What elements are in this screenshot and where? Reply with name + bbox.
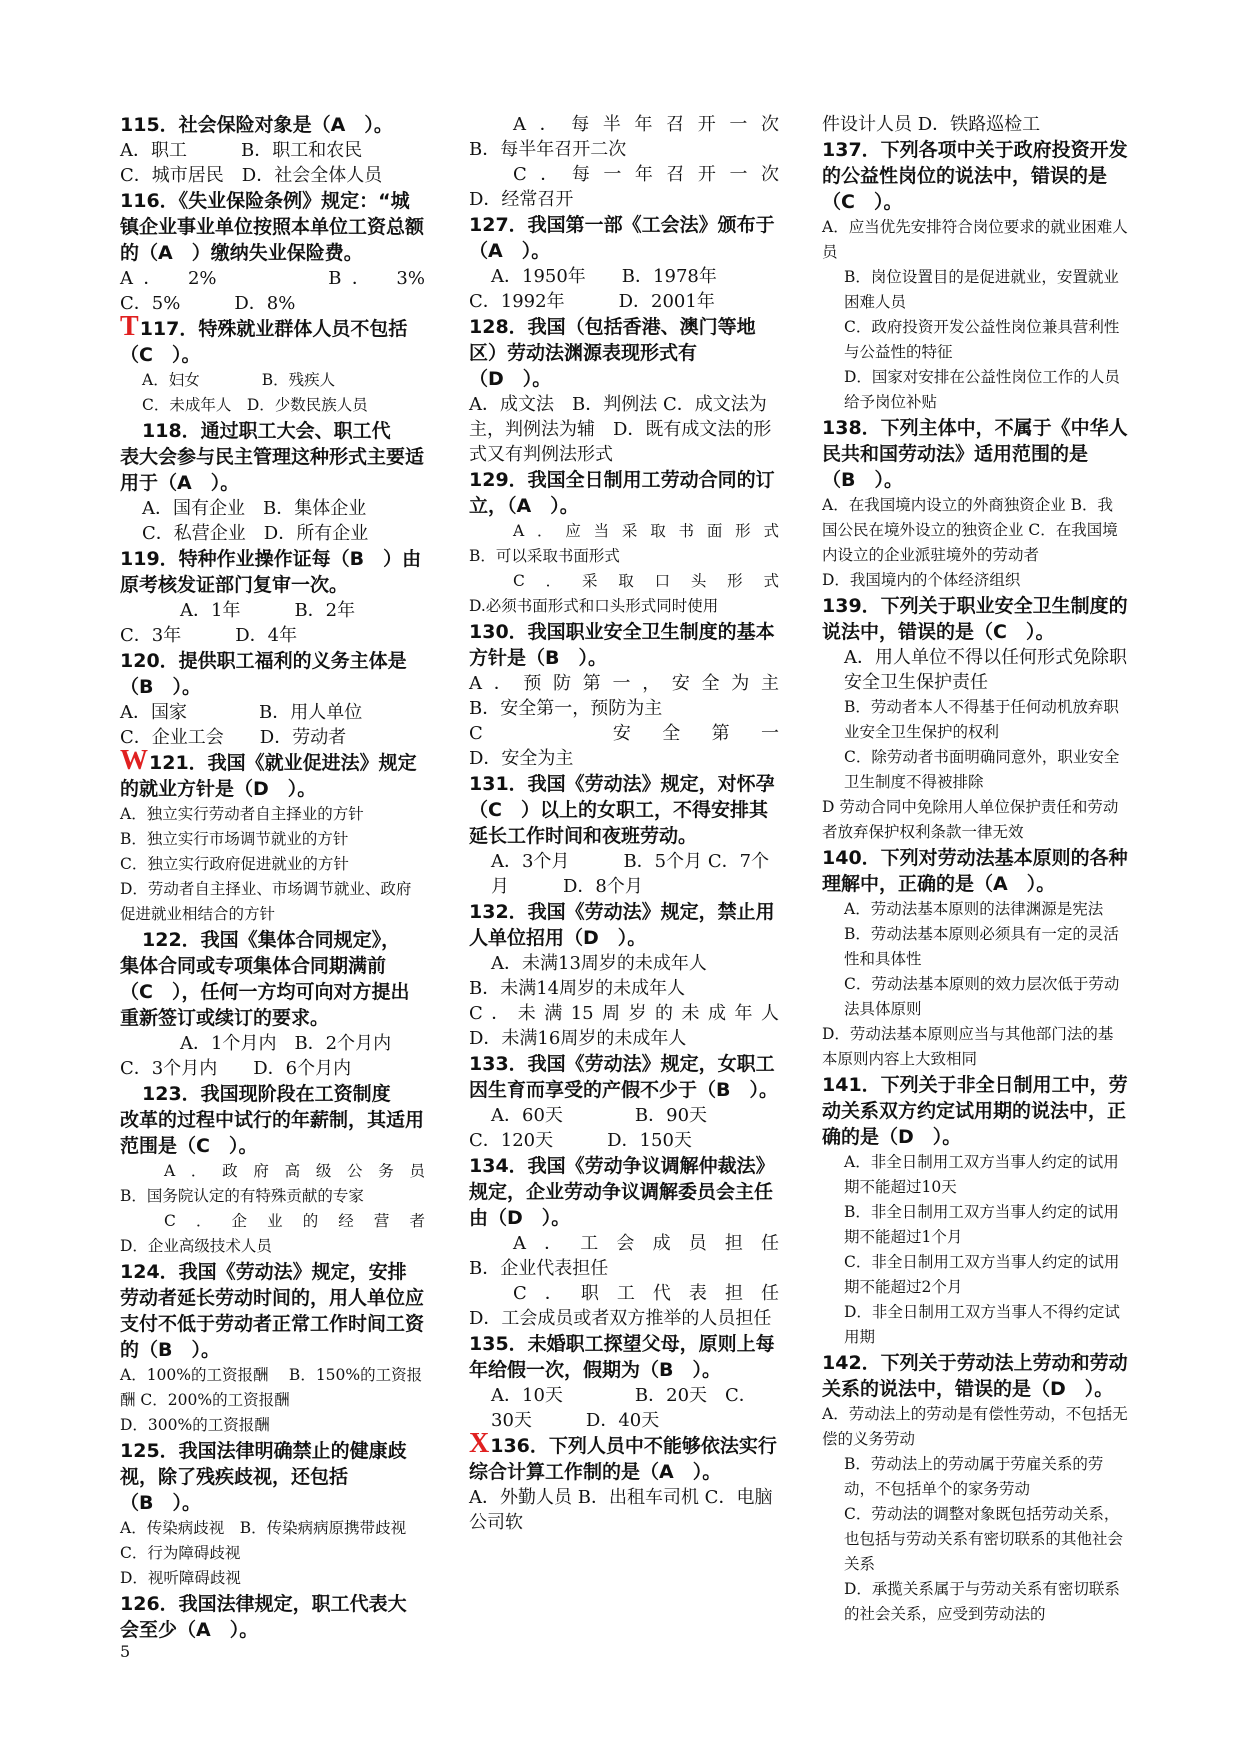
line-text: B．劳动法上的劳动属于劳雇关系的劳动，不包括单个的家务劳动: [844, 1455, 1104, 1498]
option-text-small: [822, 215, 1128, 265]
question-text: [469, 1428, 779, 1485]
option-text-small: [822, 897, 1128, 922]
option-text-small: [120, 877, 425, 927]
line-text: C．劳动法基本原则的效力层次低于劳动法具体原则: [844, 975, 1120, 1018]
option-text-small: [120, 1184, 425, 1209]
question-text: [469, 619, 779, 671]
option-text: [120, 266, 425, 291]
line-text: D．劳动者自主择业、市场调节就业、政府促进就业相结合的方针: [120, 880, 412, 923]
line-text: 127．我国第一部《工会法》颁布于（A ）。: [469, 214, 775, 262]
line-text: D．我国境内的个体经济组织: [822, 571, 1021, 589]
option-text-small: [469, 594, 779, 619]
line-text: 126．我国法律规定，职工代表大会至少（A ）。: [120, 1593, 407, 1641]
line-text: C．未满15周岁的未成年人: [469, 1003, 779, 1024]
question-text: [120, 927, 425, 953]
option-text-small: [822, 365, 1128, 415]
option-text: [120, 496, 425, 521]
line-text: A． 2% B． 3%: [120, 268, 425, 289]
line-text: A．传染病歧视 B．传染病病原携带歧视 C．行为障碍歧视: [120, 1519, 407, 1562]
option-text-small: [120, 1566, 425, 1591]
line-text: C．企业工会 D．劳动者: [120, 727, 347, 748]
line-text: 131．我国《劳动法》规定，对怀孕（C ）以上的女职工，不得安排其延长工作时间和夜班劳动。: [469, 773, 775, 847]
option-text-small: [822, 1250, 1128, 1300]
line-text: 136．下列人员中不能够依法实行综合计算工作制的是（A ）。: [469, 1435, 777, 1483]
option-text-small: [822, 695, 1128, 745]
option-text: [469, 1026, 779, 1051]
option-text: [469, 1281, 779, 1306]
option-text-small: [120, 368, 425, 393]
line-text: 118．通过职工大会、职工代: [142, 420, 391, 442]
option-text-small: [822, 1402, 1128, 1452]
option-text: [120, 725, 425, 750]
question-text: [822, 1072, 1128, 1150]
option-text-small: [120, 1159, 425, 1184]
line-text: 件设计人员 D．铁路巡检工: [822, 114, 1041, 135]
line-text: C．职工代表担任: [513, 1283, 779, 1304]
option-text: [469, 976, 779, 1001]
question-text: [822, 593, 1128, 645]
option-text-small: [120, 827, 425, 852]
line-text: 135．未婚职工探望父母，原则上每年给假一次，假期为（B ）。: [469, 1333, 775, 1381]
option-text-small: [120, 1209, 425, 1234]
question-text: [120, 953, 425, 1031]
line-text: D．工会成员或者双方推举的人员担任: [469, 1308, 772, 1329]
option-text: [469, 1383, 779, 1433]
line-text: 142．下列关于劳动法上劳动和劳动关系的说法中，错误的是（D ）。: [822, 1352, 1128, 1400]
line-text: C．3年 D．4年: [120, 625, 298, 646]
line-text: C．5% D．8%: [120, 293, 296, 314]
option-text: [469, 137, 779, 162]
line-text: A．10天 B．20天 C．30天 D．40天: [491, 1385, 757, 1431]
line-text: 改革的过程中试行的年薪制，其适用范围是（C ）。: [120, 1109, 425, 1157]
question-text: [822, 137, 1128, 215]
line-text: 133．我国《劳动法》规定，女职工因生育而享受的产假不少于（B ）。: [469, 1053, 778, 1101]
line-text: A．1个月内 B．2个月内: [180, 1033, 392, 1054]
line-text: 117．特殊就业群体人员不包括（C ）。: [120, 318, 408, 366]
line-text: C．120天 D．150天: [469, 1130, 692, 1151]
line-text: A．妇女 B．残疾人: [142, 371, 336, 389]
line-text: B．可以采取书面形式: [469, 547, 620, 565]
option-text: [469, 721, 779, 746]
question-text: [120, 1438, 425, 1516]
option-text: [120, 1056, 425, 1081]
option-text-small: [822, 795, 1128, 845]
question-text: [120, 1591, 425, 1643]
line-text: 137．下列各项中关于政府投资开发的公益性岗位的说法中，错误的是（C ）。: [822, 139, 1128, 213]
option-text: [120, 700, 425, 725]
line-text: D．劳动法基本原则应当与其他部门法的基本原则内容上大致相同: [822, 1025, 1114, 1068]
option-text: [469, 1256, 779, 1281]
line-text: 119．特种作业操作证每（B ）由原考核发证部门复审一次。: [120, 548, 422, 596]
question-text: [822, 1350, 1128, 1402]
option-text-small: [822, 1022, 1128, 1072]
line-text: A．1年 B．2年: [180, 600, 356, 621]
option-text: [120, 521, 425, 546]
option-text-small: [469, 569, 779, 594]
option-text: [469, 1231, 779, 1256]
line-text: A．独立实行劳动者自主择业的方针: [120, 805, 364, 823]
option-text-small: [120, 852, 425, 877]
question-text: [120, 311, 425, 368]
option-text: [469, 162, 779, 187]
option-text: [120, 291, 425, 316]
option-text: [469, 1103, 779, 1128]
line-text: 140．下列对劳动法基本原则的各种理解中，正确的是（A ）。: [822, 847, 1128, 895]
line-text: B．未满14周岁的未成年人: [469, 978, 686, 999]
option-text: [469, 849, 779, 899]
line-text: A．劳动法上的劳动是有偿性劳动，不包括无偿的义务劳动: [822, 1405, 1128, 1448]
line-text: D．企业高级技术人员: [120, 1237, 272, 1255]
option-text: [120, 1031, 425, 1056]
option-text-small: [120, 1234, 425, 1259]
line-text: C．1992年 D．2001年: [469, 291, 715, 312]
line-text: B．安全第一，预防为主: [469, 698, 663, 719]
line-text: D．视听障碍歧视: [120, 1569, 241, 1587]
line-text: A．应当优先安排符合岗位要求的就业困难人员: [822, 218, 1128, 261]
line-text: 132．我国《劳动法》规定，禁止用人单位招用（D ）。: [469, 901, 775, 949]
line-text: 129．我国全日制用工劳动合同的订立，（A ）。: [469, 469, 775, 517]
option-text: [469, 1001, 779, 1026]
line-text: A．未满13周岁的未成年人: [491, 953, 707, 974]
question-text: [469, 467, 779, 519]
option-text: [120, 598, 425, 623]
line-text: A．国有企业 B．集体企业: [142, 498, 367, 519]
option-text: [469, 696, 779, 721]
question-text: [469, 314, 779, 392]
question-text: [120, 1107, 425, 1159]
red-letter-marker: X: [469, 1428, 490, 1459]
line-text: B．国务院认定的有特殊贡献的专家: [120, 1187, 364, 1205]
line-text: C．政府投资开发公益性岗位兼具营利性与公益性的特征: [844, 318, 1120, 361]
option-text: [120, 623, 425, 648]
question-text: [120, 745, 425, 802]
column-2: [469, 112, 779, 1535]
line-text: C．采取口头形式: [513, 572, 779, 590]
line-text: B．岗位设置目的是促进就业，安置就业困难人员: [844, 268, 1119, 311]
option-text-small: [822, 1200, 1128, 1250]
option-text-small: [469, 519, 779, 544]
line-text: 表大会参与民主管理这种形式主要适用于（A ）。: [120, 446, 425, 494]
line-text: B．非全日制用工双方当事人约定的试用期不能超过1个月: [844, 1203, 1119, 1246]
line-text: 116．《失业保险条例》规定：“城镇企业事业单位按照本单位工资总额的（A ）缴纳失业保险费。: [120, 190, 425, 264]
option-text-small: [822, 972, 1128, 1022]
column-3: [822, 112, 1128, 1627]
option-text: [469, 392, 779, 467]
question-text: [120, 1259, 425, 1363]
line-text: 128．我国（包括香港、澳门等地区）劳动法渊源表现形式有（D ）。: [469, 316, 756, 390]
question-text: [469, 1153, 779, 1231]
line-text: D．非全日制用工双方当事人不得约定试用期: [844, 1303, 1120, 1346]
line-text: 115．社会保险对象是（A ）。: [120, 114, 393, 136]
line-text: C．3个月内 D．6个月内: [120, 1058, 352, 1079]
line-text: 134．我国《劳动争议调解仲裁法》规定，企业劳动争议调解委员会主任由（D ）。: [469, 1155, 775, 1229]
line-text: 121．我国《就业促进法》规定的就业方针是（D ）。: [120, 752, 417, 800]
line-text: C．私营企业 D．所有企业: [142, 523, 369, 544]
line-text: A．工会成员担任: [513, 1233, 779, 1254]
line-text: C 安全第一: [469, 723, 779, 744]
line-text: A．非全日制用工双方当事人约定的试用期不能超过10天: [844, 1153, 1119, 1196]
line-text: B．独立实行市场调节就业的方针: [120, 830, 349, 848]
option-text-small: [822, 1150, 1128, 1200]
line-text: 122．我国《集体合同规定》，: [142, 929, 401, 951]
option-text: [469, 264, 779, 289]
line-text: C．企业的经营者: [164, 1212, 425, 1230]
line-text: A．1950年 B．1978年: [491, 266, 717, 287]
option-text-small: [120, 393, 425, 418]
line-text: D．国家对安排在公益性岗位工作的人员给予岗位补贴: [844, 368, 1120, 411]
column-1: [120, 112, 425, 1643]
line-text: 124．我国《劳动法》规定，安排劳动者延长劳动时间的，用人单位应支付不低于劳动者正常工作时间工资的（B ）。: [120, 1261, 425, 1361]
option-text-small: [120, 1516, 425, 1566]
line-text: A．60天 B．90天: [491, 1105, 708, 1126]
line-text: A．政府高级公务员: [164, 1162, 425, 1180]
question-text: [469, 899, 779, 951]
option-text: [469, 1128, 779, 1153]
line-text: A．国家 B．用人单位: [120, 702, 363, 723]
line-text: C．除劳动者书面明确同意外，职业安全卫生制度不得被排除: [844, 748, 1120, 791]
line-text: D．安全为主: [469, 748, 574, 769]
option-text-small: [822, 1452, 1128, 1502]
line-text: D．300%的工资报酬: [120, 1416, 270, 1434]
option-text-small: [120, 1413, 425, 1438]
question-text: [120, 648, 425, 700]
option-text-small: [822, 265, 1128, 315]
option-text-small: [822, 315, 1128, 365]
line-text: A．100%的工资报酬 B．150%的工资报酬 C．200%的工资报酬: [120, 1366, 423, 1409]
line-text: D.必须书面形式和口头形式同时使用: [469, 597, 719, 615]
question-text: [120, 546, 425, 598]
question-text: [822, 415, 1128, 493]
line-text: A．预防第一，安全为主: [469, 673, 779, 694]
question-text: [469, 771, 779, 849]
line-text: A．应当采取书面形式: [513, 522, 779, 540]
red-letter-marker: T: [120, 311, 139, 342]
option-text: [822, 645, 1128, 695]
line-text: A．在我国境内设立的外商独资企业 B．我国公民在境外设立的独资企业 C．在我国境内设立的企业派驻境外的劳动者: [822, 496, 1118, 564]
line-text: A．劳动法基本原则的法律渊源是宪法: [844, 900, 1104, 918]
line-text: A．用人单位不得以任何形式免除职安全卫生保护责任: [844, 647, 1127, 693]
option-text-small: [822, 922, 1128, 972]
option-text: [469, 1306, 779, 1331]
line-text: D．未满16周岁的未成年人: [469, 1028, 687, 1049]
question-text: [120, 188, 425, 266]
question-text: [469, 1051, 779, 1103]
question-text: [120, 112, 425, 138]
option-text-small: [120, 802, 425, 827]
line-text: 141．下列关于非全日制用工中，劳动关系双方约定试用期的说法中，正确的是（D ）。: [822, 1074, 1128, 1148]
option-text-small: [120, 1363, 425, 1413]
option-text: [469, 671, 779, 696]
line-text: D 劳动合同中免除用人单位保护责任和劳动者放弃保护权利条款一律无效: [822, 798, 1119, 841]
line-text: C．独立实行政府促进就业的方针: [120, 855, 349, 873]
line-text: 集体合同或专项集体合同期满前（C ），任何一方均可向对方提出重新签订或续订的要求。: [120, 955, 410, 1029]
option-text: [469, 746, 779, 771]
option-text-small: [822, 1300, 1128, 1350]
line-text: D．经常召开: [469, 189, 574, 210]
option-text-small: [822, 745, 1128, 795]
line-text: B．企业代表担任: [469, 1258, 609, 1279]
option-text: [120, 138, 425, 163]
option-text-small: [822, 493, 1128, 568]
line-text: A．外勤人员 B．出租车司机 C．电脑公司软: [469, 1487, 773, 1533]
line-text: A．职工 B．职工和农民: [120, 140, 363, 161]
option-text: [120, 163, 425, 188]
question-text: [120, 1081, 425, 1107]
option-text-small: [469, 544, 779, 569]
line-text: 130．我国职业安全卫生制度的基本方针是（B ）。: [469, 621, 775, 669]
line-text: A．3个月 B．5个月 C．7个月 D．8个月: [491, 851, 770, 897]
option-text: [469, 1485, 779, 1535]
page-number: 5: [120, 1642, 131, 1661]
line-text: B．劳动法基本原则必须具有一定的灵活性和具体性: [844, 925, 1119, 968]
line-text: C．每一年召开一次: [513, 164, 779, 185]
option-text-small: [822, 1577, 1128, 1627]
option-text: [469, 187, 779, 212]
question-text: [469, 212, 779, 264]
line-text: A．每半年召开一次: [513, 114, 779, 135]
question-text: [120, 444, 425, 496]
option-text: [469, 112, 779, 137]
line-text: C．非全日制用工双方当事人约定的试用期不能超过2个月: [844, 1253, 1120, 1296]
line-text: B．劳动者本人不得基于任何动机放弃职业安全卫生保护的权利: [844, 698, 1119, 741]
line-text: A．成文法 B．判例法 C．成文法为主，判例法为辅 D．既有成文法的形式又有判例法形式: [469, 394, 772, 465]
option-text: [469, 951, 779, 976]
line-text: 139．下列关于职业安全卫生制度的说法中，错误的是（C ）。: [822, 595, 1128, 643]
line-text: C．劳动法的调整对象既包括劳动关系，也包括与劳动关系有密切联系的其他社会关系: [844, 1505, 1124, 1573]
option-text-small: [822, 568, 1128, 593]
option-text: [822, 112, 1128, 137]
line-text: 125．我国法律明确禁止的健康歧视，除了残疾歧视，还包括（B ）。: [120, 1440, 407, 1514]
line-text: 123．我国现阶段在工资制度: [142, 1083, 391, 1105]
line-text: 120．提供职工福利的义务主体是（B ）。: [120, 650, 407, 698]
line-text: C．未成年人 D．少数民族人员: [142, 396, 368, 414]
option-text: [469, 289, 779, 314]
red-letter-marker: W: [120, 745, 148, 776]
line-text: D．承揽关系属于与劳动关系有密切联系的社会关系，应受到劳动法的: [844, 1580, 1120, 1623]
question-text: [822, 845, 1128, 897]
question-text: [469, 1331, 779, 1383]
option-text-small: [822, 1502, 1128, 1577]
line-text: C．城市居民 D．社会全体人员: [120, 165, 383, 186]
line-text: B．每半年召开二次: [469, 139, 627, 160]
question-text: [120, 418, 425, 444]
line-text: 138．下列主体中，不属于《中华人民共和国劳动法》适用范围的是（B ）。: [822, 417, 1128, 491]
